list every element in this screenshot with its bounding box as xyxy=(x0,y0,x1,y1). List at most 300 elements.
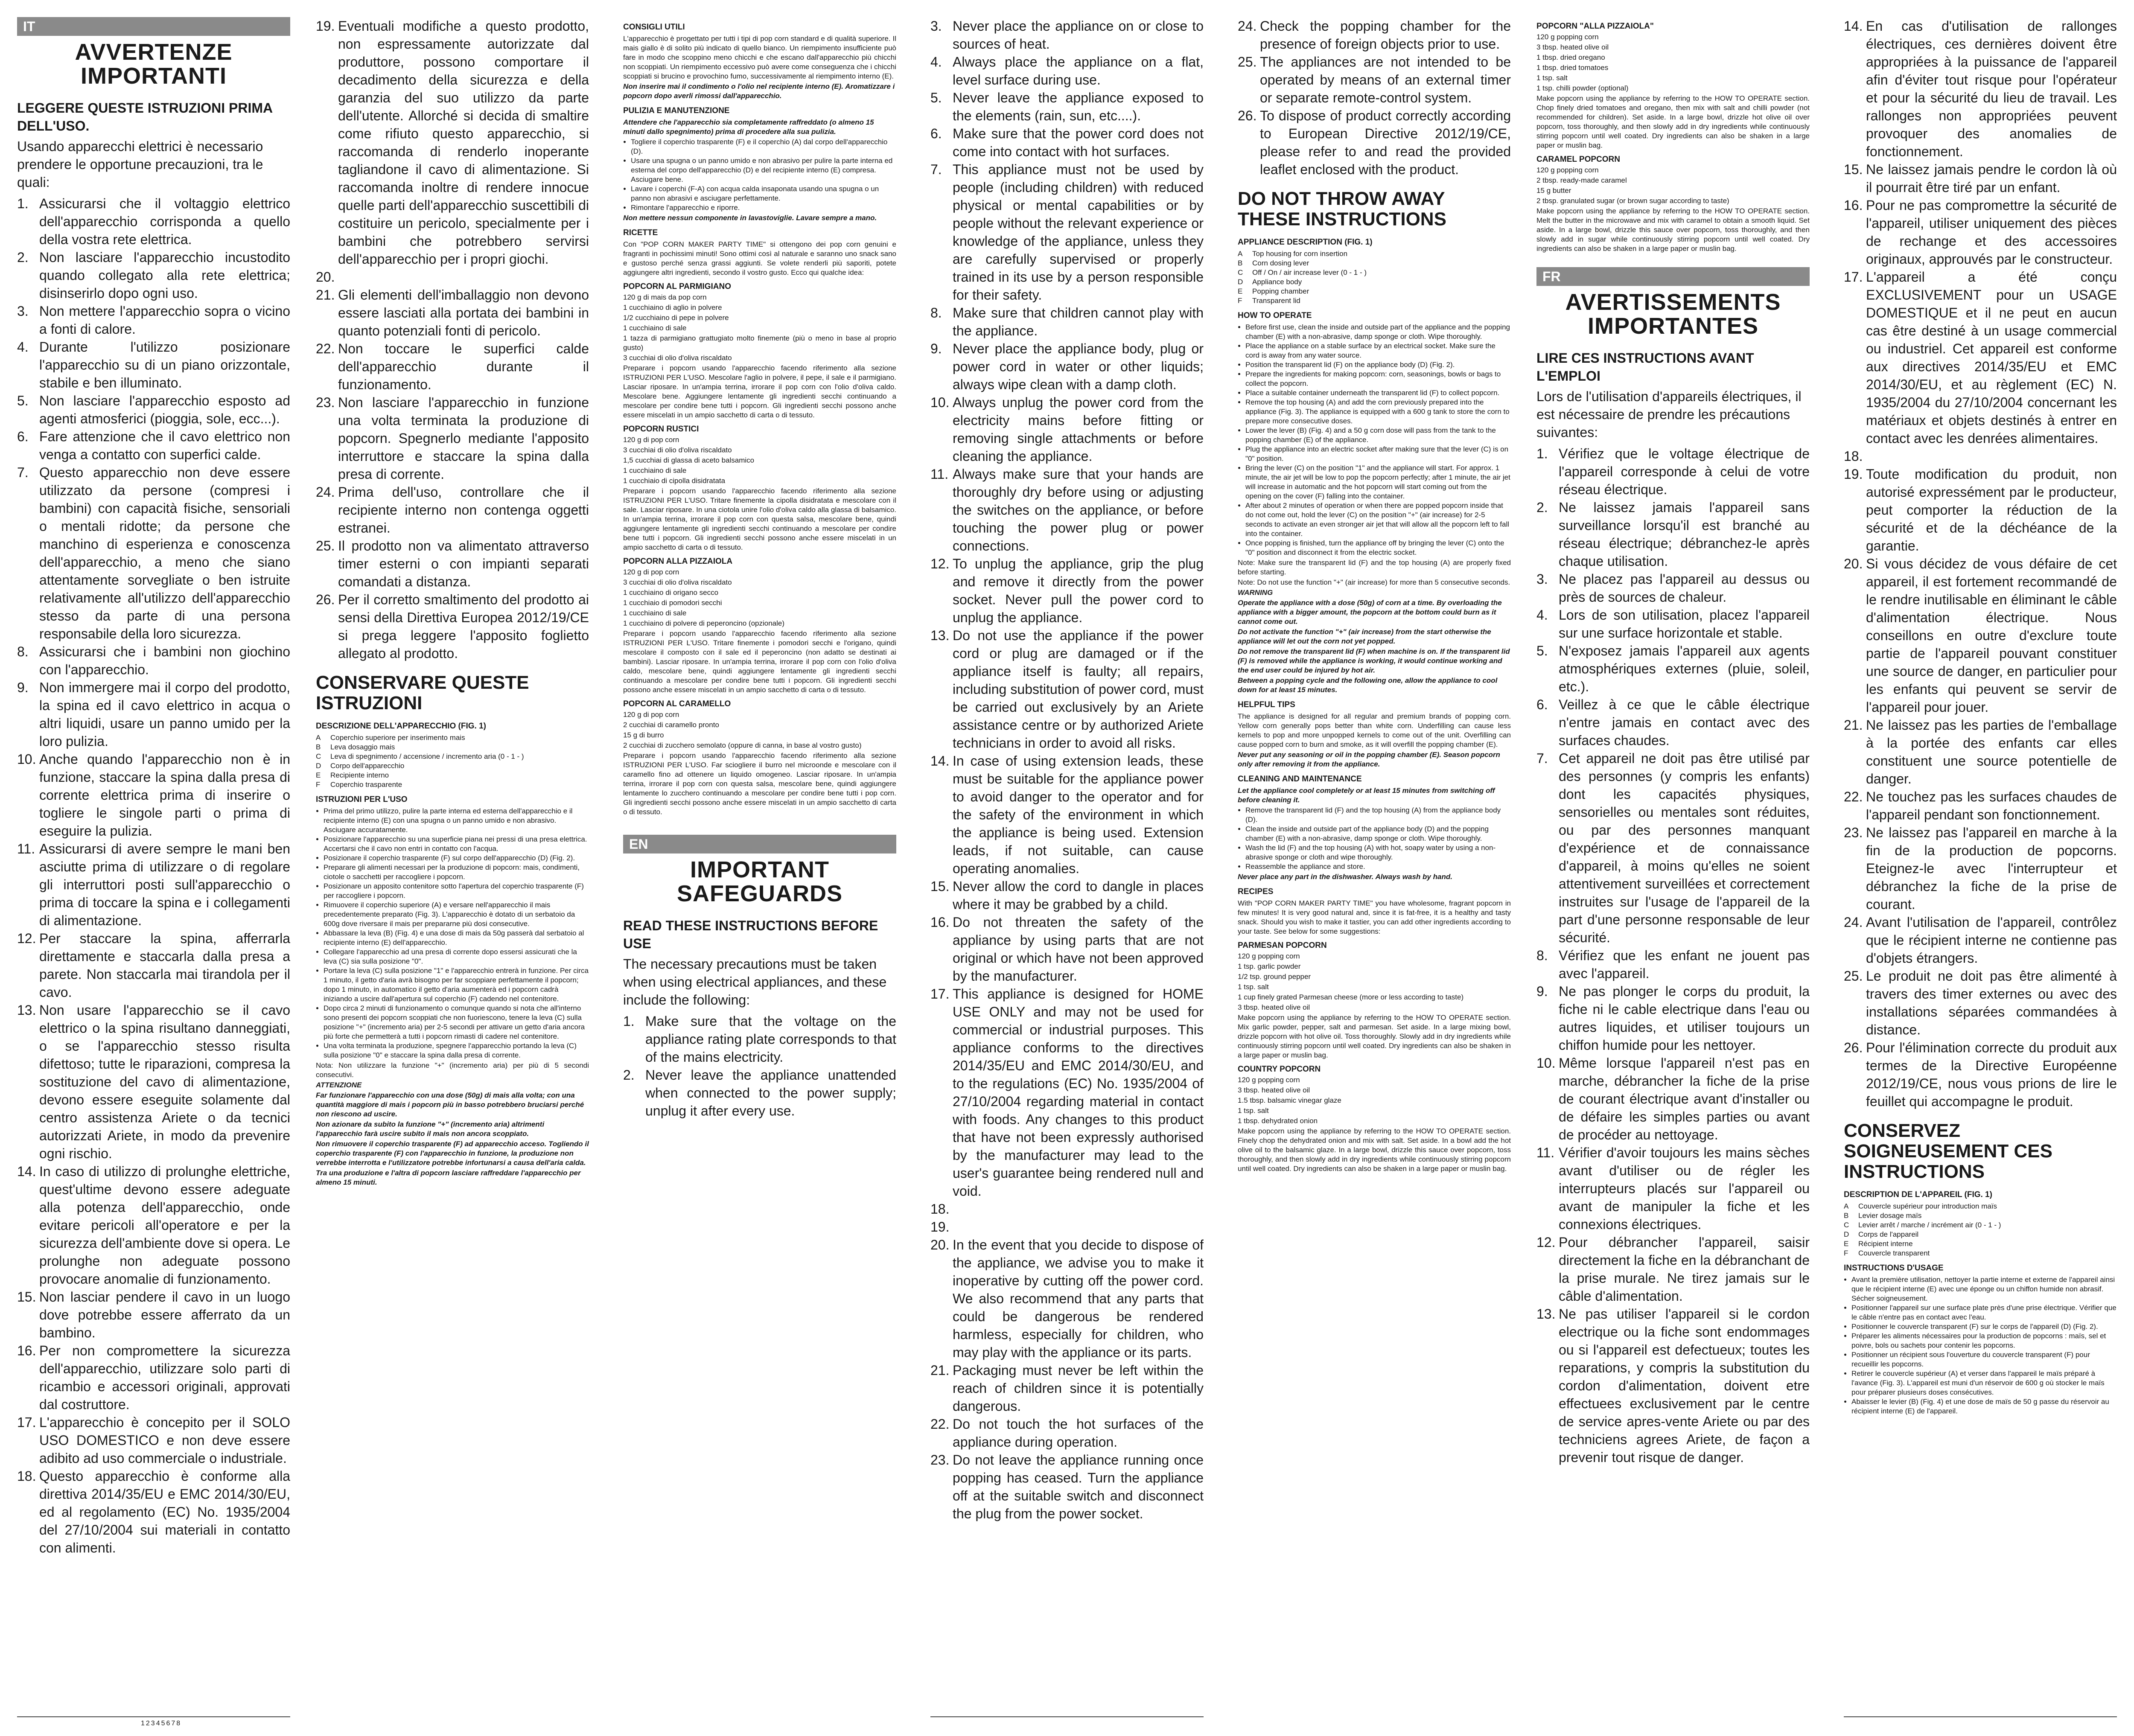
fr-items-list xyxy=(1536,445,1810,1466)
item-text: Vérifier d'avoir toujours les mains sèches avant d'utiliser ou de régler les interrupteurs placés sur l'appareil ou avant de manipuler la fiche et les connexions électriques. xyxy=(1559,1145,1810,1232)
recipe-ingredient: 1 tsp. salt xyxy=(1238,1107,1269,1115)
item-number: 19. xyxy=(1844,466,1863,482)
recipe-ingredient: 120 g popping corn xyxy=(1238,1076,1300,1084)
item-number: 11. xyxy=(930,466,949,482)
desc-key: D xyxy=(316,762,321,770)
safeguard-item xyxy=(316,17,589,268)
en-warn4: Between a popping cycle and the following one, allow the appliance to cool down for at least 15 minutes. xyxy=(1238,676,1498,694)
list-step: • Collegare l'apparecchio ad una presa di corrente dopo essersi assicurati che la leva (C) sia sulla posizione "0". xyxy=(324,947,589,966)
item-number: 19. xyxy=(930,1219,950,1235)
desc-key: F xyxy=(1238,297,1242,305)
item-number: 9. xyxy=(1536,984,1548,999)
safeguard-item xyxy=(930,752,1204,877)
item-text: Per staccare la spina, afferrarla direttamente e staccarla dalla presa a parete. Non staccarla mai tirandola per il cavo. xyxy=(39,931,290,1000)
list-step: • Positionner un récipient sous l'ouverture du couvercle transparent (F) pour recueillir les popcorns. xyxy=(1851,1350,2117,1369)
safeguard-item xyxy=(17,643,290,679)
list-step: • Plug the appliance into an electric socket after making sure that the lever (C) is on "0" position. xyxy=(1245,445,1511,463)
en-warn3: Do not remove the transparent lid (F) when machine is on. If the transparent lid (F) is removed while the appliance is working, it would continue working and the end user could be injured by hot air. xyxy=(1238,647,1510,674)
item-number: 24. xyxy=(316,484,335,500)
item-text: Never place the appliance on or close to sources of heat. xyxy=(953,18,1204,52)
desc-key: F xyxy=(316,781,321,789)
en-warn2: Do not activate the function "+" (air increase) from the start otherwise the appliance will let out the corn not yet popped. xyxy=(1238,628,1491,645)
safeguard-item xyxy=(17,750,290,840)
fr-use-head: INSTRUCTIONS D'USAGE xyxy=(1844,1264,1944,1273)
fr-desc-list xyxy=(1844,1202,2117,1258)
recipe-ingredient: 120 g di pop corn xyxy=(623,568,679,576)
item-number: 23. xyxy=(930,1452,950,1468)
item-number: 15. xyxy=(17,1289,36,1305)
item-number: 22. xyxy=(1844,789,1863,804)
item-text: Check the popping chamber for the presence of foreign objects prior to use. xyxy=(1260,18,1511,52)
it-title: AVVERTENZE IMPORTANTI xyxy=(75,39,233,89)
safeguard-item xyxy=(17,929,290,1001)
col-it-safeguards xyxy=(17,17,290,1720)
safeguard-item xyxy=(17,338,290,392)
en-clean-head: CLEANING AND MAINTENANCE xyxy=(1238,775,1362,784)
desc-value: Couvercle supérieur pour introduction maïs xyxy=(1858,1202,1997,1210)
recipe-ingredient: 3 cucchiai di olio d'oliva riscaldato xyxy=(623,446,732,454)
item-text: Do not threaten the safety of the appliance by using parts that are not original or which have not been approved by the manufacturer. xyxy=(953,915,1204,984)
safeguard-item xyxy=(1844,788,2117,824)
safeguard-item xyxy=(930,626,1204,752)
item-number: 23. xyxy=(316,395,335,410)
recipe-ingredient: 2 tbsp. ready-made caramel xyxy=(1536,176,1627,184)
it-clean-warn: Attendere che l'apparecchio sia completamente raffreddato (o almeno 15 minuti dallo spegnimento) prima di procedere alla sua pulizia. xyxy=(623,118,874,136)
item-number: 21. xyxy=(930,1363,950,1378)
item-number: 25. xyxy=(316,538,335,553)
safeguard-item xyxy=(17,463,290,643)
en-use-list xyxy=(1238,323,1511,557)
recipe-ingredient: 2 tbsp. granulated sugar (or brown sugar according to taste) xyxy=(1536,197,1729,205)
recipe-ingredient: 120 g di pop corn xyxy=(623,436,679,444)
item-text: In the event that you decide to dispose of the appliance, we advise you to make it inoperative by cutting off the power cord. We also recommend that any parts that could be dangerous be rendered harmless, especially for children, who may play with the appliance or its parts. xyxy=(953,1237,1204,1360)
item-number: 9. xyxy=(17,680,29,695)
it-use-list xyxy=(316,807,589,1060)
it-items-list xyxy=(17,195,290,1557)
safeguard-item xyxy=(930,160,1204,304)
list-step: • Position the transparent lid (F) on the appliance body (D) (Fig. 2). xyxy=(1245,360,1511,370)
desc-item xyxy=(1238,287,1511,296)
item-text: Cet appareil ne doit pas être utilisé par des personnes (y compris les enfants) dont les capacités physiques, sensorielles ou mentales sont réduites, ou par des personnes manquant d'expérience et de connaissance d'appareil, à moins qu'elles ne soient attentivement surveillées et correctement instruites sur l'usage de l'appareil de la part d'une personne responsable de leur sécurité. xyxy=(1559,751,1810,945)
safeguard-item xyxy=(17,1467,290,1557)
item-text: Per il corretto smaltimento del prodotto ai sensi della Direttiva Europea 2012/19/CE si prega leggere l'apposito foglietto allegato al prodotto. xyxy=(338,592,589,661)
recipe-ingredient: 1 cucchiaino di sale xyxy=(623,609,687,617)
it-warn-head: ATTENZIONE xyxy=(316,1081,362,1089)
item-number: 10. xyxy=(1536,1055,1556,1071)
safeguard-item xyxy=(930,340,1204,393)
desc-item xyxy=(1844,1249,2117,1258)
item-text: Pour débrancher l'appareil, saisir directement la fiche en la débranchant de la prise murale. Ne tirez jamais sur le câble d'alimentation. xyxy=(1559,1235,1810,1304)
recipe-name: POPCORN RUSTICI xyxy=(623,425,699,434)
safeguard-item xyxy=(316,286,589,340)
en-warn1: Operate the appliance with a dose (50g) of corn at a time. By overloading the appliance with a bigger amount, the popcorn at the bottom could burn as it cannot come out. xyxy=(1238,599,1502,626)
safeguard-item xyxy=(17,302,290,338)
col-en-safeguards xyxy=(930,17,1204,1720)
item-number: 11. xyxy=(1536,1145,1555,1160)
item-number: 13. xyxy=(17,1002,36,1018)
item-text: Eventuali modifiche a questo prodotto, non espressamente autorizzate dal produttore, possono comportare il decadimento della sicurezza e della garanzia del suo utilizzo da parte dell'utente. Allorché si decida di smaltire come rifiuto questo apparecchio, si raccomanda di renderlo inoperante tagliandone il cavo di alimentazione. Si raccomanda inoltre di rendere innocue quelle parti dell'apparecchio suscettibili di costituire un pericolo, specialmente per i bambini che potrebbero servirsi dell'apparecchio per i propri giochi. xyxy=(338,18,589,267)
recipe-ingredient: 1 tsp. salt xyxy=(1536,74,1568,82)
item-number: 16. xyxy=(930,915,950,930)
it-warn4: Tra una produzione e l'altra di popcorn lasciare raffreddare l'apparecchio per almeno 15 minuti. xyxy=(316,1169,581,1186)
item-text: Never allow the cord to dangle in places where it may be grabbed by a child. xyxy=(953,879,1204,912)
en-intro: The necessary precautions must be taken when using electrical appliances, and these include the following: xyxy=(623,956,887,1008)
desc-value: Couvercle transparent xyxy=(1858,1249,1930,1257)
item-text: This appliance must not be used by people (including children) with reduced physical or mental capabilities or by people without the relevant experience or knowledge of the appliance, unless they are carefully supervised or properly trained in its use by a person responsible for their safety. xyxy=(953,162,1204,303)
safeguard-item xyxy=(1536,982,1810,1054)
desc-item xyxy=(316,743,589,752)
safeguard-item xyxy=(1844,465,2117,555)
desc-key: C xyxy=(1238,268,1243,277)
item-number: 15. xyxy=(1844,162,1863,177)
list-step: • Once popping is finished, turn the appliance off by bringing the lever (C) onto the "0" position and disconnect it from the electric socket. xyxy=(1245,539,1511,557)
item-number: 9. xyxy=(930,341,942,356)
recipe-ingredient: 1 tsp. chilli powder (optional) xyxy=(1536,84,1629,92)
item-text: Ne pas plonger le corps du produit, la fiche ni le cable electrique dans l'eau ou autres liquides, et utiliser toujours un chiffon humide pour les nettoyer. xyxy=(1559,984,1810,1053)
list-step: • Usare una spugna o un panno umido e non abrasivo per pulire la parte interna ed esterna del corpo dell'apparecchio (D) e del recipiente interno (E) compresa. Asciugare bene. xyxy=(631,156,896,184)
item-number: 19. xyxy=(316,18,335,34)
desc-key: A xyxy=(316,734,321,742)
en-tips-head: HELPFUL TIPS xyxy=(1238,700,1295,709)
recipe-name: PARMESAN POPCORN xyxy=(1238,941,1327,950)
item-text: Même lorsque l'appareil n'est pas en marche, débrancher la fiche de la prise de courant électrique avant d'installer ou de défaire les simples parties ou avant de procéder au nettoyage. xyxy=(1559,1055,1810,1142)
en-clean-warn2: Never place any part in the dishwasher. Always wash by hand. xyxy=(1238,873,1452,881)
recipe-ingredient: 2 cucchiai di zucchero semolato (oppure di canna, in base al vostro gusto) xyxy=(623,741,862,749)
item-text: Si vous décidez de vous défaire de cet appareil, il est fortement recommandé de le rendre inutilisable en éliminant le câble d'alimentation électrique. Nous conseillons en outre d'exclure toute partie de l'appareil pouvant constituer une source de danger, en particulier pour les enfants qui peuvent se servir de l'appareil pour jouer. xyxy=(1866,556,2117,715)
item-number: 17. xyxy=(930,986,950,1002)
en-intro-head: READ THESE INSTRUCTIONS BEFORE USE xyxy=(623,918,878,951)
list-step: • Place a suitable container underneath the transparent lid (F) to collect popcorn. xyxy=(1245,388,1511,398)
item-number: 22. xyxy=(316,341,335,356)
item-number: 5. xyxy=(1536,643,1548,658)
en-clean-warn: Let the appliance cool completely or at least 15 minutes from switching off before cleaning it. xyxy=(1238,786,1495,804)
item-number: 20. xyxy=(316,269,335,285)
safeguard-item xyxy=(1238,107,1511,178)
safeguard-item xyxy=(316,340,589,393)
en-use-head: HOW TO OPERATE xyxy=(1238,311,1312,320)
item-text: Non lasciare l'apparecchio in funzione una volta terminata la produzione di popcorn. Spegnerlo mediante l'apposito interruttore e staccare la spina dalla presa di corrente. xyxy=(338,395,589,482)
item-number: 21. xyxy=(316,287,335,303)
list-step: • Rimontare l'apparecchio e riporre. xyxy=(631,203,896,213)
it-recipes xyxy=(623,282,896,817)
list-step: • Una volta terminata la produzione, spegnere l'apparecchio portando la leva (C) sulla posizione "0" e staccare la spina dalla presa di corrente. xyxy=(324,1041,589,1060)
list-step: • Prepare the ingredients for making popcorn: corn, seasonings, bowls or bags to collect the popcorn. xyxy=(1245,370,1511,388)
recipe-ingredient: 3 cucchiai di olio d'oliva riscaldato xyxy=(623,578,732,586)
item-number: 17. xyxy=(17,1415,36,1430)
safeguard-item xyxy=(1844,967,2117,1039)
safeguard-item xyxy=(1536,1144,1810,1233)
recipe-ingredient: 1 cup finely grated Parmesan cheese (more or less according to taste) xyxy=(1238,993,1464,1001)
en-clean-list xyxy=(1238,806,1511,871)
it-tips: L'apparecchio è progettato per tutti i tipi di pop corn standard e di qualità superiore. Il mais giallo è di solito più indicato di quello bianco. Un riempimento insufficiente può fare in modo che scoppino meno chicchi e che escano dall'apparecchio più chicchi non scoppiati. Un riempimento eccessivo può avere come conseguenza che i chicchi scoppiati si brucino e provochino fumo, successivamente al riempimento interno (E). xyxy=(623,35,896,80)
desc-key: B xyxy=(1844,1212,1849,1220)
en-items-list-3 xyxy=(1238,17,1511,178)
recipe-ingredient: 120 g popping corn xyxy=(1536,33,1599,41)
safeguard-item xyxy=(1536,1305,1810,1466)
desc-item xyxy=(1844,1202,2117,1211)
en-tips: The appliance is designed for all regular and premium brands of popping corn. Yellow corn generally pops better than white corn. Underfilling can cause less kernels to pop and more unpopped kernels to come out of the unit. Overfilling can cause popped corn to burn and smoke, as it will overfill the popping chamber (E). xyxy=(1238,712,1511,749)
it-warn2: Non azionare da subito la funzione "+" (incremento aria) altrimenti l'apparecchio farà uscire subito il mais non ancora scoppiato. xyxy=(316,1120,545,1138)
safeguard-item xyxy=(17,1162,290,1288)
en-note-head: Note: Make sure the transparent lid (F) and the top housing (A) are properly fixed before starting. xyxy=(1238,559,1511,576)
item-number: 18. xyxy=(1844,449,1863,464)
it-items-list-2 xyxy=(316,17,589,662)
en-desc-head: APPLIANCE DESCRIPTION (FIG. 1) xyxy=(1238,238,1373,247)
item-text: Fare attenzione che il cavo elettrico non venga a contatto con superfici calde. xyxy=(39,429,290,462)
item-number: 14. xyxy=(930,753,950,769)
item-text: The appliances are not intended to be operated by means of an external timer or separate remote-control system. xyxy=(1260,54,1511,105)
recipe-ingredient: 1 tbsp. dried tomatoes xyxy=(1536,64,1609,72)
recipe-ingredient: 15 g di burro xyxy=(623,731,664,739)
fr-intro-head: LIRE CES INSTRUCTIONS AVANT L'EMPLOI xyxy=(1536,350,1754,384)
item-number: 8. xyxy=(1536,948,1548,963)
desc-key: D xyxy=(1844,1230,1849,1238)
safeguard-item xyxy=(316,537,589,591)
it-intro: Usando apparecchi elettrici è necessario prendere le opportune precauzioni, tra le quali: xyxy=(17,139,263,190)
item-number: 8. xyxy=(17,644,29,659)
item-text: L'appareil a été conçu EXCLUSIVEMENT pour un USAGE DOMESTIQUE et il ne peut en aucun cas être destiné à un usage commercial ou industriel. Cet appareil est conforme aux directives 2014/35/EU et EMC 2014/30/EU, et au règlement (EC) N. 1935/2004 du 27/10/2004 concernant les matériaux et objets destinés à entrer en contact avec les denrées alimentaires. xyxy=(1866,269,2117,446)
desc-item xyxy=(1238,296,1511,306)
item-text: Do not touch the hot surfaces of the appliance during operation. xyxy=(953,1416,1204,1450)
desc-value: Coperchio trasparente xyxy=(330,781,402,789)
item-number: 21. xyxy=(1844,717,1863,733)
item-text xyxy=(953,1200,1204,1218)
item-number: 12. xyxy=(17,931,36,946)
recipe-ingredient: 2 cucchiai di caramello pronto xyxy=(623,721,719,729)
recipe-name: POPCORN AL CARAMELLO xyxy=(623,699,731,708)
safeguard-item xyxy=(1844,1039,2117,1110)
safeguard-item xyxy=(930,913,1204,985)
footer-rule-2 xyxy=(930,1716,1204,1717)
item-text: Ne laissez pas les parties de l'emballage à la portée des enfants car elles constituent une source potentielle de danger. xyxy=(1866,717,2117,786)
list-step: • Préparer les aliments nécessaires pour la production de popcorns : maïs, sel et poivre, bols ou sachets pour contenir les popcorns. xyxy=(1851,1331,2117,1350)
item-text: Make sure that children cannot play with the appliance. xyxy=(953,305,1204,338)
recipe-ingredient: 1/2 tsp. ground pepper xyxy=(1238,973,1311,981)
item-number: 1. xyxy=(17,196,29,211)
safeguard-item xyxy=(1844,824,2117,913)
desc-value: Corn dosing lever xyxy=(1252,259,1309,267)
item-number: 5. xyxy=(930,90,942,105)
item-number: 26. xyxy=(1844,1040,1863,1055)
desc-item xyxy=(1844,1239,2117,1249)
col-en-recipes-fr xyxy=(1536,17,1810,1720)
it-clean-list xyxy=(623,137,896,213)
list-step: • Clean the inside and outside part of the appliance body (D) and the popping chamber (E) with a non-abrasive, damp sponge or cloth. Wipe thoroughly. xyxy=(1245,824,1511,843)
item-number: 10. xyxy=(930,395,950,410)
desc-value: Levier dosage maïs xyxy=(1858,1212,1922,1220)
item-text: L'apparecchio è concepito per il SOLO USO DOMESTICO e non deve essere adibito ad uso commerciale o industriale. xyxy=(39,1415,290,1466)
item-text: Always unplug the power cord from the electricity mains before fitting or removing single attachments or before cleaning the appliance. xyxy=(953,395,1204,464)
item-number: 12. xyxy=(1536,1235,1556,1250)
recipe-name: CARAMEL POPCORN xyxy=(1536,155,1620,164)
item-number: 4. xyxy=(17,339,29,355)
desc-key: E xyxy=(1844,1240,1849,1248)
fr-desc-head: DESCRIPTION DE L'APPAREIL (FIG. 1) xyxy=(1844,1190,1992,1199)
item-number: 20. xyxy=(930,1237,950,1252)
recipe-ingredient: 120 g popping corn xyxy=(1238,952,1300,960)
item-number: 1. xyxy=(623,1014,635,1029)
list-step: • Reassemble the appliance and store. xyxy=(1245,862,1511,871)
safeguard-item xyxy=(930,304,1204,340)
safeguard-item xyxy=(17,1413,290,1467)
item-number: 6. xyxy=(17,429,29,444)
desc-item xyxy=(1844,1230,2117,1239)
item-text: Questo apparecchio non deve essere utilizzato da persone (compresi i bambini) con capacità fisiche, sensoriali o mentali ridotte; da persone che manchino di esperienza e conoscenza dell'apparecchio, a meno che siano attentamente sorvegliate o ben istruite relativamente all'utilizzo dell'apparecchio stesso da parte di una persona responsabile della loro sicurezza. xyxy=(39,465,290,641)
item-text: Always make sure that your hands are thoroughly dry before using or adjusting the switches on the appliance, or before touching the power plug or power connections. xyxy=(953,466,1204,553)
desc-item xyxy=(1844,1211,2117,1220)
fr-items-list-2 xyxy=(1844,17,2117,1110)
item-text: Never leave the appliance exposed to the elements (rain, sun, etc....). xyxy=(953,90,1204,123)
footer-code: 12345678 xyxy=(141,1720,182,1727)
safeguard-item xyxy=(930,465,1204,555)
item-number: 16. xyxy=(1844,198,1863,213)
item-text: Do not use the appliance if the power cord or plug are damaged or if the appliance itself is faulty; all repairs, including substitution of power cord, must be carried out exclusively by an Ariete assistance centre or by authorized Ariete technicians in order to avoid all risks. xyxy=(953,628,1204,751)
recipe-ingredient: 1 tsp. salt xyxy=(1238,983,1269,991)
safeguard-item xyxy=(316,591,589,662)
desc-item xyxy=(1238,277,1511,287)
footer-rule-1 xyxy=(17,1716,290,1717)
item-text: To unplug the appliance, grip the plug and remove it directly from the power socket. Never pull the power cord to unplug the appliance. xyxy=(953,556,1204,625)
safeguard-item xyxy=(1844,555,2117,716)
recipe-ingredient: 1 cucchiaino di aglio in polvere xyxy=(623,303,722,312)
item-text: Non lasciar pendere il cavo in un luogo dove potrebbe essere afferrato da un bambino. xyxy=(39,1289,290,1340)
safeguard-item xyxy=(1536,498,1810,570)
desc-item xyxy=(316,752,589,761)
item-text: Per non compromettere la sicurezza dell'apparecchio, utilizzare solo parti di ricambio e accessori originali, approvati dal costruttore. xyxy=(39,1343,290,1412)
desc-value: Popping chamber xyxy=(1252,287,1309,295)
recipe-ingredient: 120 g di pop corn xyxy=(623,711,679,719)
list-step: • Abaisser le levier (B) (Fig. 4) et une dose de maïs de 50 g passe du réservoir au récipient interne (E) de l'appareil. xyxy=(1851,1397,2117,1416)
it-use-note: Nota: Non utilizzare la funzione "+" (incremento aria) per più di 5 secondi consecutivi. xyxy=(316,1061,589,1079)
recipe-ingredient: 1 tbsp. dehydrated onion xyxy=(1238,1117,1318,1125)
recipe-name: POPCORN "ALLA PIZZAIOLA" xyxy=(1536,22,1654,31)
item-number: 25. xyxy=(1844,968,1863,984)
list-step: • Avant la première utilisation, nettoyer la partie interne et externe de l'appareil ainsi que le récipient interne (E) avec une éponge ou un chiffon humide non abrasif. Sécher soigneusement. xyxy=(1851,1275,2117,1303)
it-clean-head: PULIZIA E MANUTENZIONE xyxy=(623,106,730,115)
list-step: • Place the appliance on a stable surface by an electrical socket. Make sure the cord is away from any water source. xyxy=(1245,341,1511,360)
desc-item xyxy=(1238,249,1511,259)
item-text: Make sure that the power cord does not come into contact with hot surfaces. xyxy=(953,126,1204,159)
list-step: • Positionner le couvercle transparent (F) sur le corps de l'appareil (D) (Fig. 2). xyxy=(1851,1322,2117,1331)
en-items-list-2 xyxy=(930,17,1204,1523)
safeguard-item xyxy=(930,89,1204,125)
item-text: Ne touchez pas les surfaces chaudes de l'appareil pendant son fonctionnement. xyxy=(1866,789,2117,822)
list-step: • Bring the lever (C) on the position "1" and the appliance will start. For approx. 1 minute, the air jet will be low to pop the popcorn perfectly; after 1 minute, the air jet will increase in automatic and the hot popcorn will start coming out from the opening on the cover (F) falling into the container. xyxy=(1245,463,1511,501)
recipe-ingredient: 1 tsp. garlic powder xyxy=(1238,962,1301,970)
en-items-list xyxy=(623,1012,896,1120)
desc-item xyxy=(316,771,589,780)
item-number: 7. xyxy=(17,465,29,480)
item-text: Vérifiez que les enfant ne jouent pas avec l'appareil. xyxy=(1559,948,1810,981)
item-text: Assicurarsi di avere sempre le mani ben asciutte prima di utilizzare o di regolare gli interruttori posti sull'apparecchio o prima di toccare la spina e i collegamenti di alimentazione. xyxy=(39,841,290,928)
item-text: Non lasciare l'apparecchio esposto ad agenti atmosferici (pioggia, sole, ecc...). xyxy=(39,393,290,426)
it-use-head: ISTRUZIONI PER L'USO xyxy=(316,795,408,804)
en-recipes xyxy=(1238,941,1511,1174)
item-number: 7. xyxy=(1536,751,1548,766)
item-number: 17. xyxy=(1844,269,1863,285)
safeguard-item xyxy=(17,392,290,428)
item-number: 20. xyxy=(1844,556,1863,571)
safeguard-item xyxy=(1536,642,1810,696)
item-text: Never leave the appliance unattended when connected to the power supply; unplug it after every use. xyxy=(645,1067,896,1118)
desc-key: C xyxy=(316,752,321,760)
desc-item xyxy=(316,733,589,743)
recipe-method: Make popcorn using the appliance by referring to the HOW TO OPERATE section. Mix garlic powder, pepper, salt and parmesan. Set aside. In a large mixing bowl, drizzle popcorn with hot olive oil. Toss thoroughly. Slowly add in dry ingredients while continuously stirring popcorn until well coated. Dry ingredients can also be shaken in a large paper or muslin bag. xyxy=(1238,1014,1511,1059)
safeguard-item xyxy=(316,268,589,286)
recipe-method: Preparare i popcorn usando l'apparecchio facendo riferimento alla sezione ISTRUZIONI PER L'USO. Mescolare l'aglio in polvere, il pepe, il sale e il parmigiano. Lasciar riposare. In un'ampia terrina, irrorare il pop corn con l'olio d'oliva caldo. Mescolare bene. Aggiungere lentamente gli ingredienti secchi continuando a mescolare per condire bene tutti i popcorn. Gli ingredienti secchi possono anche essere miscelati in un ampio sacchetto di carta o di tessuto. xyxy=(623,364,896,419)
item-text: Il prodotto non va alimentato attraverso timer esterni o con impianti separati comandati a distanza. xyxy=(338,538,589,589)
col-en-instructions xyxy=(1238,17,1511,1720)
item-number: 18. xyxy=(17,1468,36,1484)
safeguard-item xyxy=(930,1200,1204,1218)
desc-item xyxy=(1238,268,1511,277)
en-keep-title: DO NOT THROW AWAY THESE INSTRUCTIONS xyxy=(1238,188,1446,230)
item-text: Gli elementi dell'imballaggio non devono essere lasciati alla portata dei bambini in quanto potenziali fonti di pericolo. xyxy=(338,287,589,338)
desc-key: D xyxy=(1238,278,1243,286)
safeguard-item xyxy=(930,1415,1204,1451)
item-text: Durante l'utilizzo posizionare l'apparecchio su di un piano orizzontale, stabile e ben illuminato. xyxy=(39,339,290,390)
col-fr-safeguards xyxy=(1844,17,2117,1720)
safeguard-item xyxy=(930,985,1204,1200)
item-number: 4. xyxy=(930,54,942,70)
desc-key: A xyxy=(1844,1202,1849,1210)
item-text: Non lasciare l'apparecchio incustodito quando collegato alla rete elettrica; disinserirlo dopo ogni uso. xyxy=(39,250,290,301)
recipe-ingredient: 1/2 cucchiaino di pepe in polvere xyxy=(623,314,729,322)
list-step: • Before first use, clean the inside and outside part of the appliance and the popping chamber (E) with a non-abrasive, damp sponge or cloth. Wipe thoroughly. xyxy=(1245,323,1511,341)
item-text: Ne pas utiliser l'appareil si le cordon electrique ou la fiche sont endommages ou si l'appareil est defectueux; toutes les reparations, y compris la substitution du cordon d'alimentation, doivent etre effectuees exclusivement par le centre de service apres-vente Ariete ou par des techniciens agrees Ariete, de façon a prevenir tout risque de danger. xyxy=(1559,1306,1810,1465)
desc-value: Récipient interne xyxy=(1858,1240,1913,1248)
desc-value: Appliance body xyxy=(1252,278,1302,286)
recipe-method: Preparare i popcorn usando l'apparecchio facendo riferimento alla sezione ISTRUZIONI PER L'USO. Tritare finemente la cipolla disidratata e mescolare con il sale. Lasciar riposare. In una ciotola unire l'olio d'oliva caldo alla glassa di balsamico. In un'ampia terrina, irrorare il pop corn con questa salsa, mescolare bene, quindi aggiungere lentamente gli ingredienti secchi continuando a mescolare per condire bene tutti i popcorn. Gli ingredienti secchi possono anche essere miscelati in un ampio sacchetto di carta o di tessuto. xyxy=(623,487,896,551)
item-number: 4. xyxy=(1536,607,1548,623)
item-text: Vérifiez que le voltage électrique de l'appareil corresponde à celui de votre réseau électrique. xyxy=(1559,446,1810,497)
list-step: • Posizionare l'apparecchio su una superficie piana nei pressi di una presa elettrica. Accertarsi che il cavo non entri in contatto con l'acqua. xyxy=(324,835,589,853)
item-number: 8. xyxy=(930,305,942,320)
list-step: • Dopo circa 2 minuti di funzionamento o comunque quando si nota che all'interno sono presenti dei popcorn scoppiati che non fuoriescono, tenere la leva (C) sulla posizione "+" (incremento aria) per 2-5 secondi per attivare un getto d'aria ancora più forte che permetterà a tutti i popcorn rimasti di cadere nel contenitore. xyxy=(324,1004,589,1041)
en-use-note: Note: Do not use the function "+" (air increase) for more than 5 consecutive seconds. xyxy=(1238,578,1510,586)
desc-value: Corpo dell'apparecchio xyxy=(330,762,405,770)
item-number: 3. xyxy=(930,18,942,34)
item-text: Assicurarsi che i bambini non giochino con l'apparecchio. xyxy=(39,644,290,677)
safeguard-item xyxy=(1536,947,1810,982)
item-number: 13. xyxy=(930,628,950,643)
list-step: • Portare la leva (C) sulla posizione "1" e l'apparecchio entrerà in funzione. Per circa 1 minuto, il getto d'aria avrà bisogno per far scoppiare perfettamente il popcorn; dopo 1 minuto, in automatico il getto d'aria aumenterà ed i popcorn cadrà iniziando a uscire dall'apertura sul coperchio (F) cadendo nel contenitore. xyxy=(324,966,589,1004)
desc-value: Off / On / air increase lever (0 - 1 - ) xyxy=(1252,268,1367,277)
it-clean-warn2: Non mettere nessun componente in lavastoviglie. Lavare sempre a mano. xyxy=(623,214,877,222)
item-number: 5. xyxy=(17,393,29,408)
recipe-ingredient: 1 cucchiaino di polvere di peperoncino (opzionale) xyxy=(623,619,785,627)
safeguard-item xyxy=(1536,696,1810,749)
en-desc-list xyxy=(1238,249,1511,306)
safeguard-item xyxy=(930,53,1204,89)
item-text: Avant l'utilisation de l'appareil, contrôlez que le récipient interne ne contienne pas d'objets étrangers. xyxy=(1866,915,2117,966)
en-warn-head: WARNING xyxy=(1238,588,1273,597)
safeguard-item xyxy=(623,1066,896,1120)
en-title: IMPORTANT SAFEGUARDS xyxy=(676,857,843,906)
en-tips-warn: Never put any seasoning or oil in the popping chamber (E). Season popcorn only after removing it from the appliance. xyxy=(1238,751,1500,768)
list-step: • Posizionare il coperchio trasparente (F) sul corpo dell'apparecchio (D) (Fig. 2). xyxy=(324,853,589,863)
recipe-ingredient: 1 cucchiaino di origano secco xyxy=(623,588,719,597)
list-step: • Posizionare un apposito contenitore sotto l'apertura del coperchio trasparente (F) per raccogliere i popcorn. xyxy=(324,882,589,900)
safeguard-item xyxy=(17,248,290,302)
recipe-method: Make popcorn using the appliance by referring to the HOW TO OPERATE section. Chop finely dried tomatoes and oregano, then mix with salt and chilli powder (not recommended for children). Set aside. In a large bowl, drizzle hot olive oil over popcorn, toss thoroughly, and then slowly add in dry ingredients while continuously stirring popcorn until well coated. Dry ingredients can also be shaken in a large paper or muslin bag. xyxy=(1536,94,1810,149)
desc-key: C xyxy=(1844,1221,1849,1229)
en-rec-intro: With "POP CORN MAKER PARTY TIME" you have wholesome, fragrant popcorn in few minutes! It is very good natural and, since it is fat-free, it is a healthy and tasty snack. Should you wish to make it tastier, you can add other ingredients according to your taste. See below for some suggestions: xyxy=(1238,899,1511,935)
desc-item xyxy=(316,780,589,789)
lang-tag-it: IT xyxy=(17,17,290,36)
it-warn3: Non rimuovere il coperchio trasparente (F) ad apparecchio acceso. Togliendo il coperchio trasparente (F) con l'apparecchio in funzione, la produzione non verrebbe interrotta e l'utilizzatore potrebbe infortunarsi a causa dell'aria calda. xyxy=(316,1140,589,1167)
desc-item xyxy=(1238,259,1511,268)
